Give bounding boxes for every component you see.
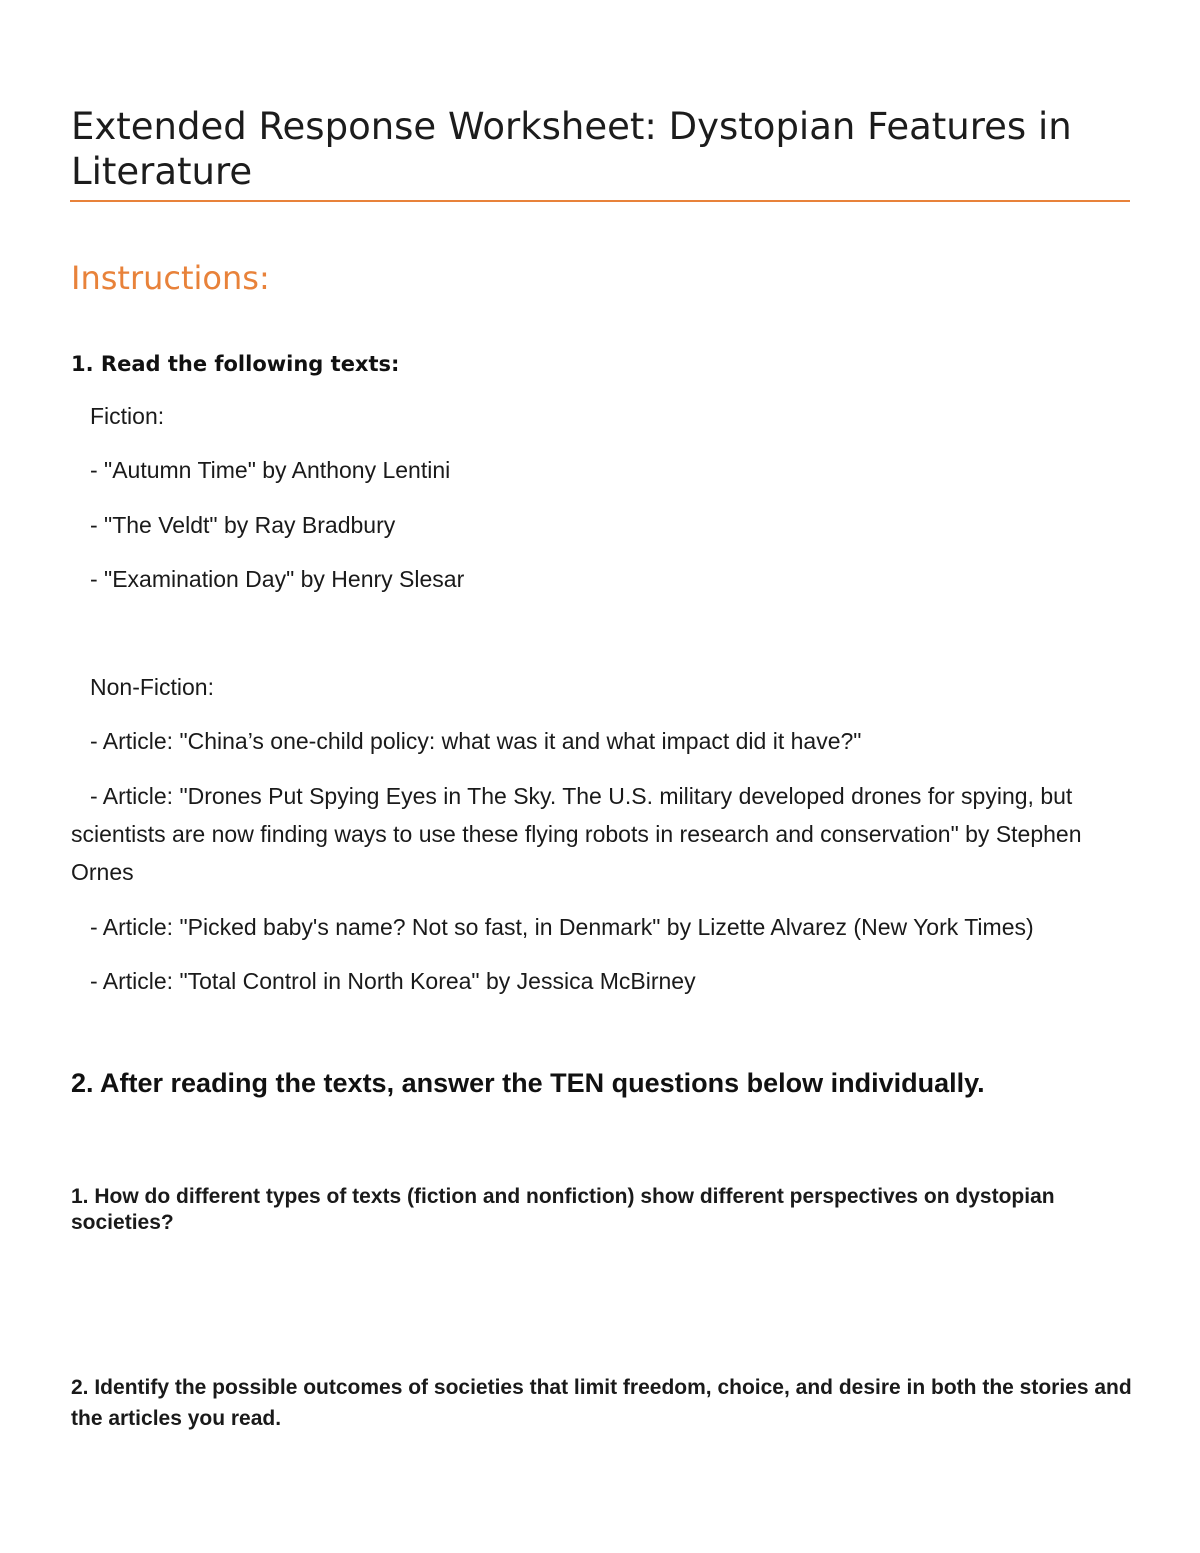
fiction-label: Fiction:	[90, 403, 165, 429]
instructions-heading: Instructions:	[71, 259, 270, 297]
question-item: 2. Identify the possible outcomes of societies that limit freedom, choice, and desire in both the stories and the articles you read.	[71, 1376, 1132, 1430]
step-2-heading: 2. After reading the texts, answer the TEN questions below individually.	[71, 1068, 985, 1098]
question-item: 1. How do different types of texts (fiction and nonfiction) show different perspectives on dystopian societies?	[71, 1185, 1055, 1234]
nonfiction-item: - Article: "China’s one-child policy: what was it and what impact did it have?"	[90, 728, 862, 754]
fiction-item: - "The Veldt" by Ray Bradbury	[90, 512, 396, 538]
page-title: Extended Response Worksheet: Dystopian Features in Literature	[71, 105, 1072, 193]
fiction-item: - "Examination Day" by Henry Slesar	[90, 566, 465, 592]
nonfiction-label: Non-Fiction:	[90, 674, 214, 700]
title-divider	[70, 200, 1130, 202]
step-1-heading: 1. Read the following texts:	[71, 352, 400, 376]
nonfiction-item: - Article: "Drones Put Spying Eyes in The Sky. The U.S. military developed drones for spying, but scientists are now finding ways to use these flying robots in research and conservation" by Stephen Ornes	[71, 783, 1082, 885]
fiction-item: - "Autumn Time" by Anthony Lentini	[90, 457, 451, 483]
nonfiction-item: - Article: "Picked baby's name? Not so fast, in Denmark" by Lizette Alvarez (New York Times)	[90, 914, 1034, 940]
nonfiction-item: - Article: "Total Control in North Korea" by Jessica McBirney	[90, 968, 696, 994]
